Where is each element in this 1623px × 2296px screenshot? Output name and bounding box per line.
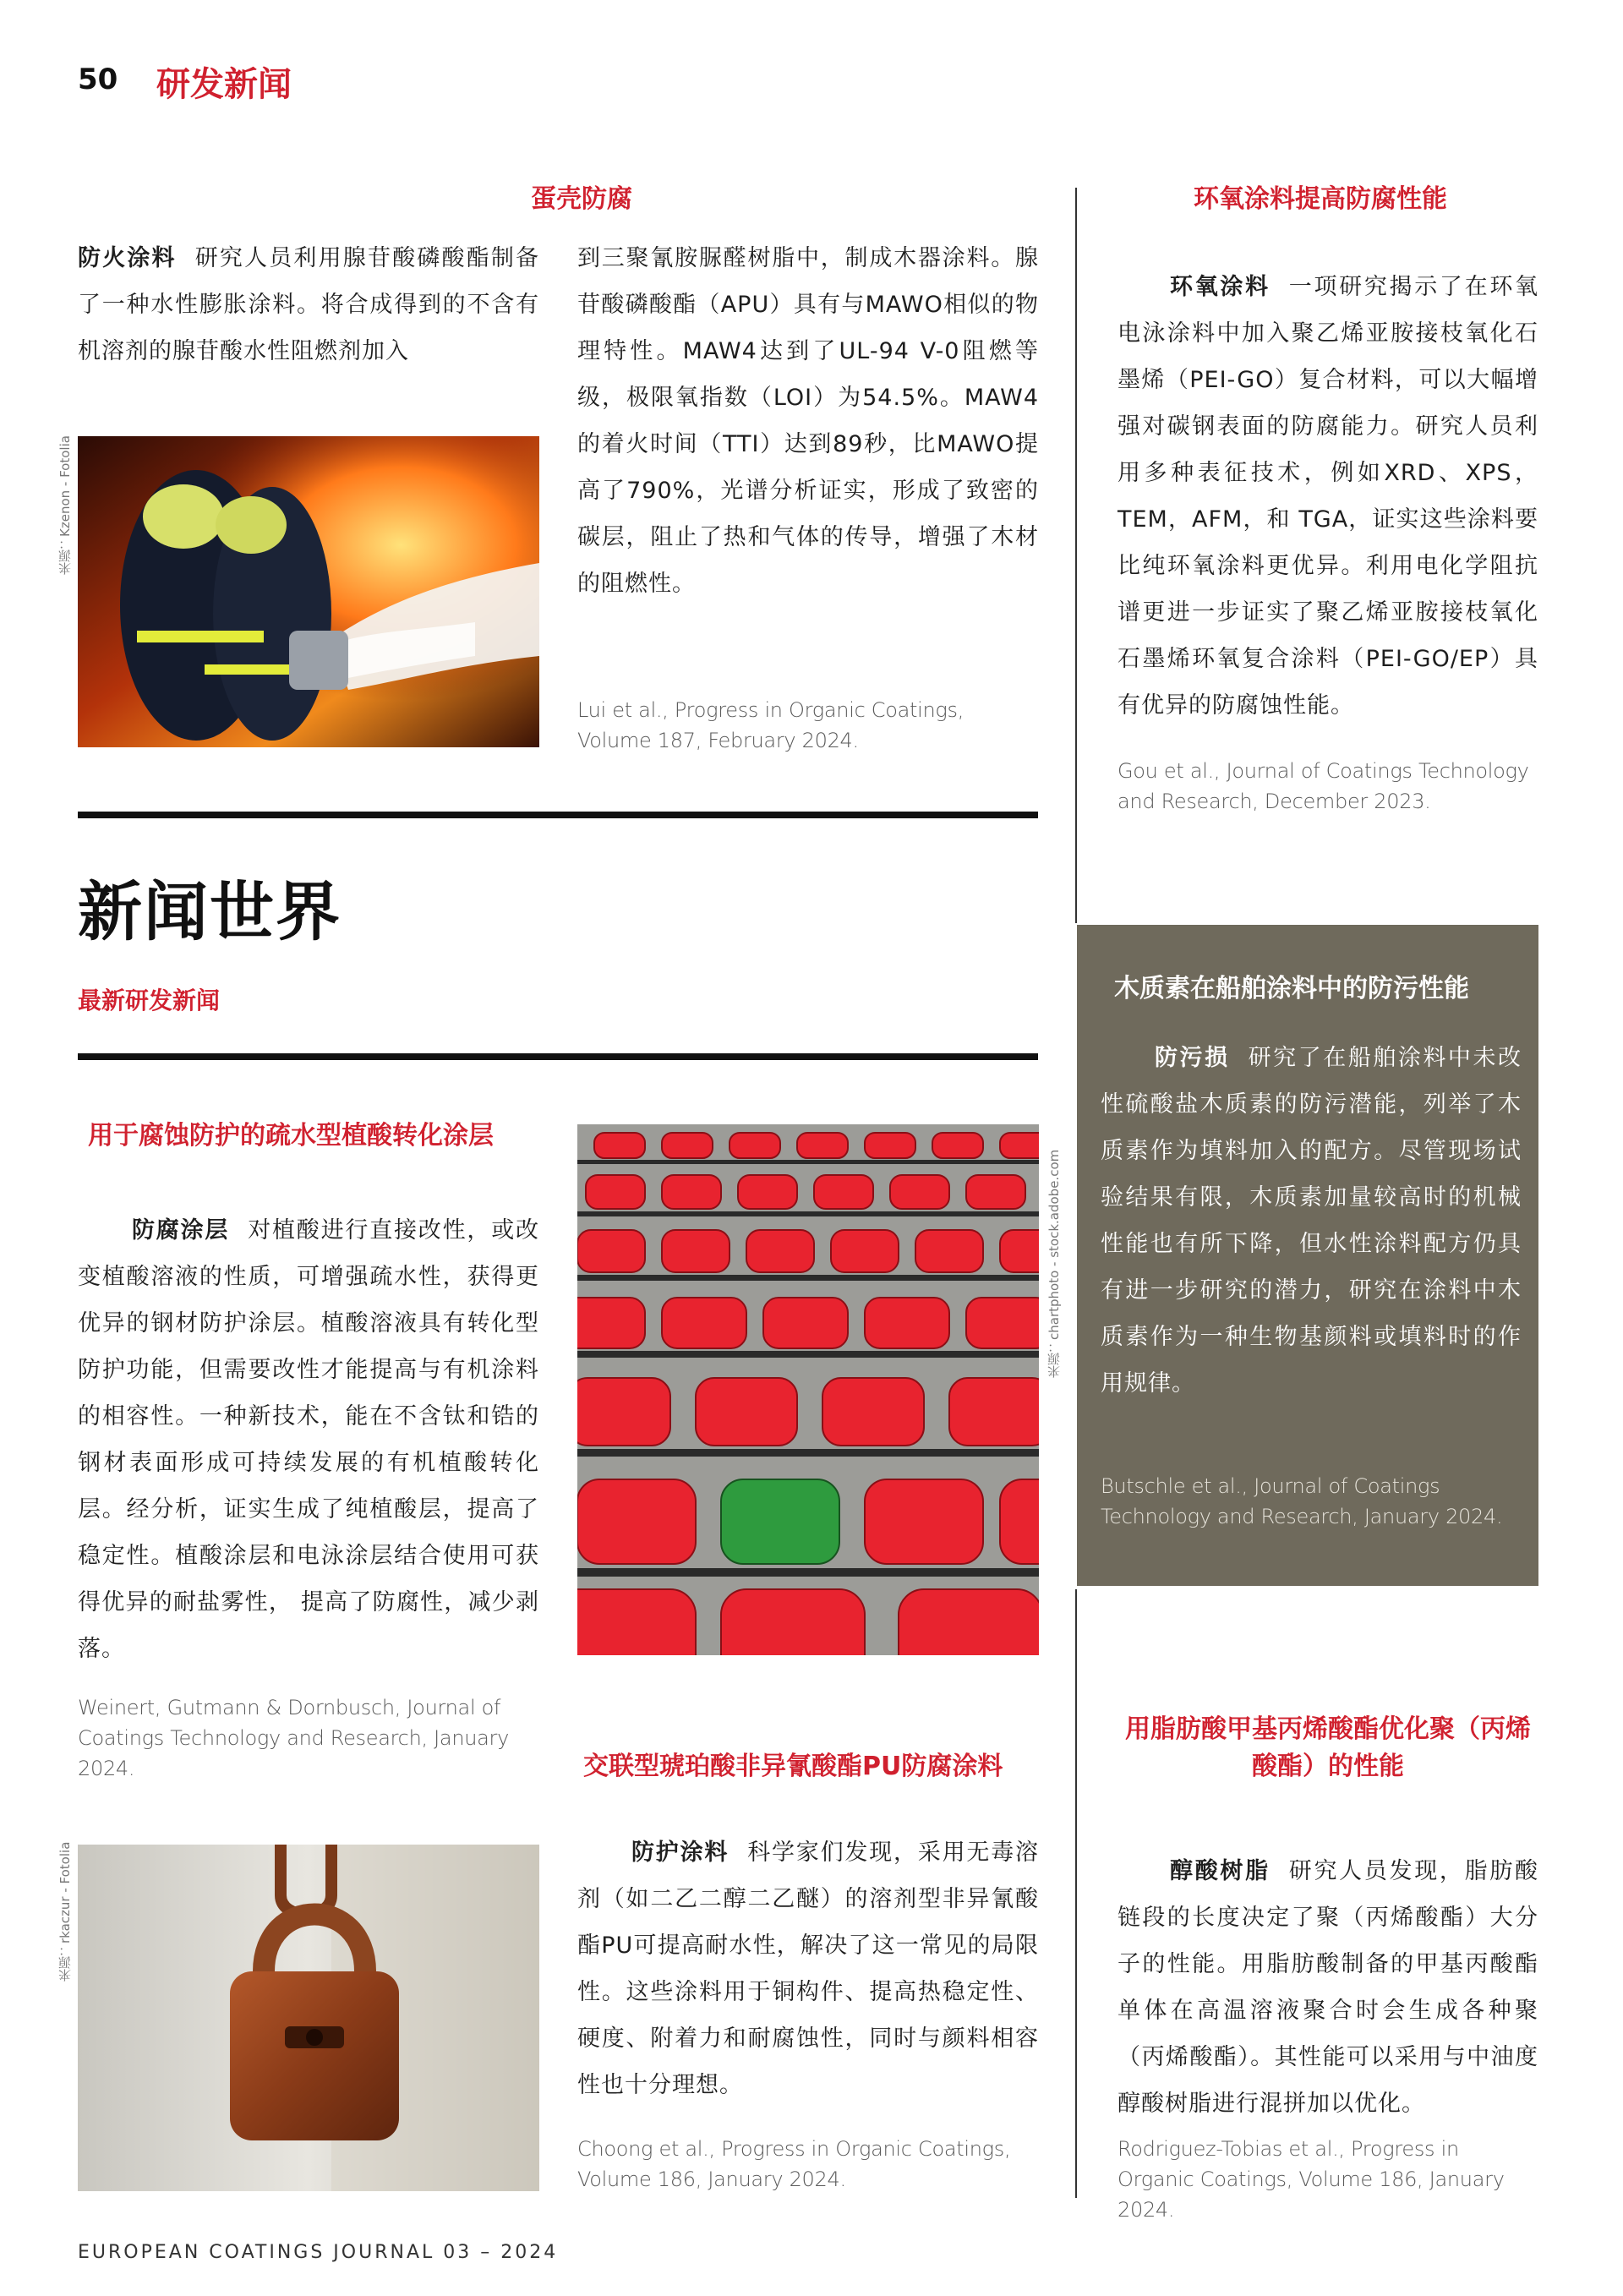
egg-lead: 防火涂料 xyxy=(78,245,177,271)
pu-text xyxy=(577,1829,1039,2108)
news-world-subtitle: 最新研发新闻 xyxy=(78,987,221,1014)
fatty-lead: 醇酸树脂 xyxy=(1170,1858,1271,1884)
lignin-body: 研究了在船舶涂料中未改性硫酸盐木质素的防污潜能，列举了木质素作为填料加入的配方。尽管现场试验结果有限，木质素加量较高时的机械性能也有所下降，但水性涂料配方仍具有进一步研究的潜力，研究在涂料中木质素作为一种生物基颜料或填料时的作用规律。 xyxy=(1101,1045,1522,1397)
egg-reference: Lui et al., Progress in Organic Coatings, Volume 187, February 2024. xyxy=(577,698,965,752)
phytic-reference: Weinert, Gutmann & Dornbusch, Journal of Coatings Technology and Research, January 2024. xyxy=(78,1696,510,1780)
pu-heading: 交联型琥珀酸非异氰酸酯PU防腐涂料 xyxy=(583,1752,1003,1781)
firefighter-photo-credit: 来源：Kzenon - Fotolia xyxy=(57,435,73,575)
column-divider-top xyxy=(1075,188,1077,923)
section-title: 研发新闻 xyxy=(156,65,292,104)
epoxy-text xyxy=(1118,264,1538,729)
phytic-heading: 用于腐蚀防护的疏水型植酸转化涂层 xyxy=(88,1121,494,1151)
page-number: 50 xyxy=(78,63,118,96)
epoxy-heading: 环氧涂料提高防腐性能 xyxy=(1194,184,1447,214)
pu-lead: 防护涂料 xyxy=(631,1840,730,1866)
lignin-box xyxy=(1077,925,1538,1586)
stadium-seats-photo xyxy=(577,1124,1039,1655)
column-divider-bottom xyxy=(1075,1589,1077,2198)
phytic-lead: 防腐涂层 xyxy=(132,1217,230,1244)
padlock-photo-credit: 来源：rkaczur - Fotolia xyxy=(57,1841,73,1982)
pu-reference: Choong et al., Progress in Organic Coatings, Volume 186, January 2024. xyxy=(577,2137,1011,2191)
lignin-text xyxy=(1101,1035,1522,1407)
padlock-photo xyxy=(78,1845,539,2191)
egg-text-right: 到三聚氰胺脲醛树脂中，制成木器涂料。腺苷酸磷酸酯（APU）具有与MAWO相似的物理特性。MAW4达到了UL-94 V-0阻燃等级，极限氧指数（LOI）为54.5%。MAW4的着火时间（TTI）达到89秒，比MAWO提高了790%，光谱分析证实，形成了致密的碳层，阻止了热和气体的传导，增强了木材的阻燃性。 xyxy=(577,245,1039,597)
phytic-body: 对植酸进行直接改性，或改变植酸溶液的性质，可增强疏水性，获得更优异的钢材防护涂层。植酸溶液具有转化型防护功能，但需要改性才能提高与有机涂料的相容性。一种新技术，能在不含钛和锆的钢材表面形成可持续发展的有机植酸转化层。经分析，证实生成了纯植酸层，提高了稳定性。植酸涂层和电泳涂层结合使用可获得优异的耐盐雾性， 提高了防腐性，减少剥落。 xyxy=(78,1217,540,1662)
lignin-reference: Butschle et al., Journal of Coatings Technology and Research, January 2024. xyxy=(1101,1474,1503,1528)
fatty-body: 研究人员发现，脂肪酸链段的长度决定了聚（丙烯酸酯）大分子的性能。用脂肪酸制备的甲基丙酸酯单体在高温溶液聚合时会生成各种聚（丙烯酸酯）。其性能可以采用与中油度醇酸树脂进行混拼加以优化。 xyxy=(1118,1858,1539,2117)
lignin-lead: 防污损 xyxy=(1155,1045,1230,1071)
epoxy-reference: Gou et al., Journal of Coatings Technology and Research, December 2023. xyxy=(1118,759,1529,813)
section-rule-bottom xyxy=(78,1053,1038,1060)
fatty-heading: 用脂肪酸甲基丙烯酸酯优化聚（丙烯酸酯）的性能 xyxy=(1125,1714,1531,1781)
fatty-text xyxy=(1118,1848,1538,2127)
footer-journal: EUROPEAN COATINGS JOURNAL 03 – 2024 xyxy=(78,2242,559,2263)
lignin-heading: 木质素在船舶涂料中的防污性能 xyxy=(1114,974,1469,1003)
epoxy-body: 一项研究揭示了在环氧电泳涂料中加入聚乙烯亚胺接枝氧化石墨烯（PEI-GO）复合材料，可以大幅增强对碳钢表面的防腐能力。研究人员利用多种表征技术，例如XRD、XPS，TEM，AFM，和 TGA，证实这些涂料要比纯环氧涂料更优异。利用电化学阻抗谱更进一步证实了聚乙烯亚胺接枝氧化石墨烯环氧复合涂料（PEI-GO/EP）具有优异的防腐蚀性能。 xyxy=(1118,274,1539,719)
news-world-title: 新闻世界 xyxy=(78,874,342,949)
section-rule-top xyxy=(78,812,1038,818)
egg-heading: 蛋壳防腐 xyxy=(531,184,632,214)
pu-body: 科学家们发现，采用无毒溶剂（如二乙二醇二乙醚）的溶剂型非异氰酸酯PU可提高耐水性，解决了这一常见的局限性。这些涂料用于铜构件、提高热稳定性、硬度、附着力和耐腐蚀性，同时与颜料相容性也十分理想。 xyxy=(577,1840,1040,2098)
firefighter-photo xyxy=(78,436,539,747)
stadium-photo-credit: 来源：chartphoto - stock.adobe.com xyxy=(1046,1149,1062,1378)
egg-body-left: 研究人员利用腺苷酸磷酸酯制备了一种水性膨胀涂料。将合成得到的不含有机溶剂的腺苷酸水性阻燃剂加入 xyxy=(78,245,540,364)
egg-text-left xyxy=(78,235,539,374)
epoxy-lead: 环氧涂料 xyxy=(1170,274,1271,300)
phytic-text xyxy=(78,1207,539,1672)
fatty-reference: Rodriguez-Tobias et al., Progress in Organic Coatings, Volume 186, January 2024. xyxy=(1118,2137,1505,2222)
